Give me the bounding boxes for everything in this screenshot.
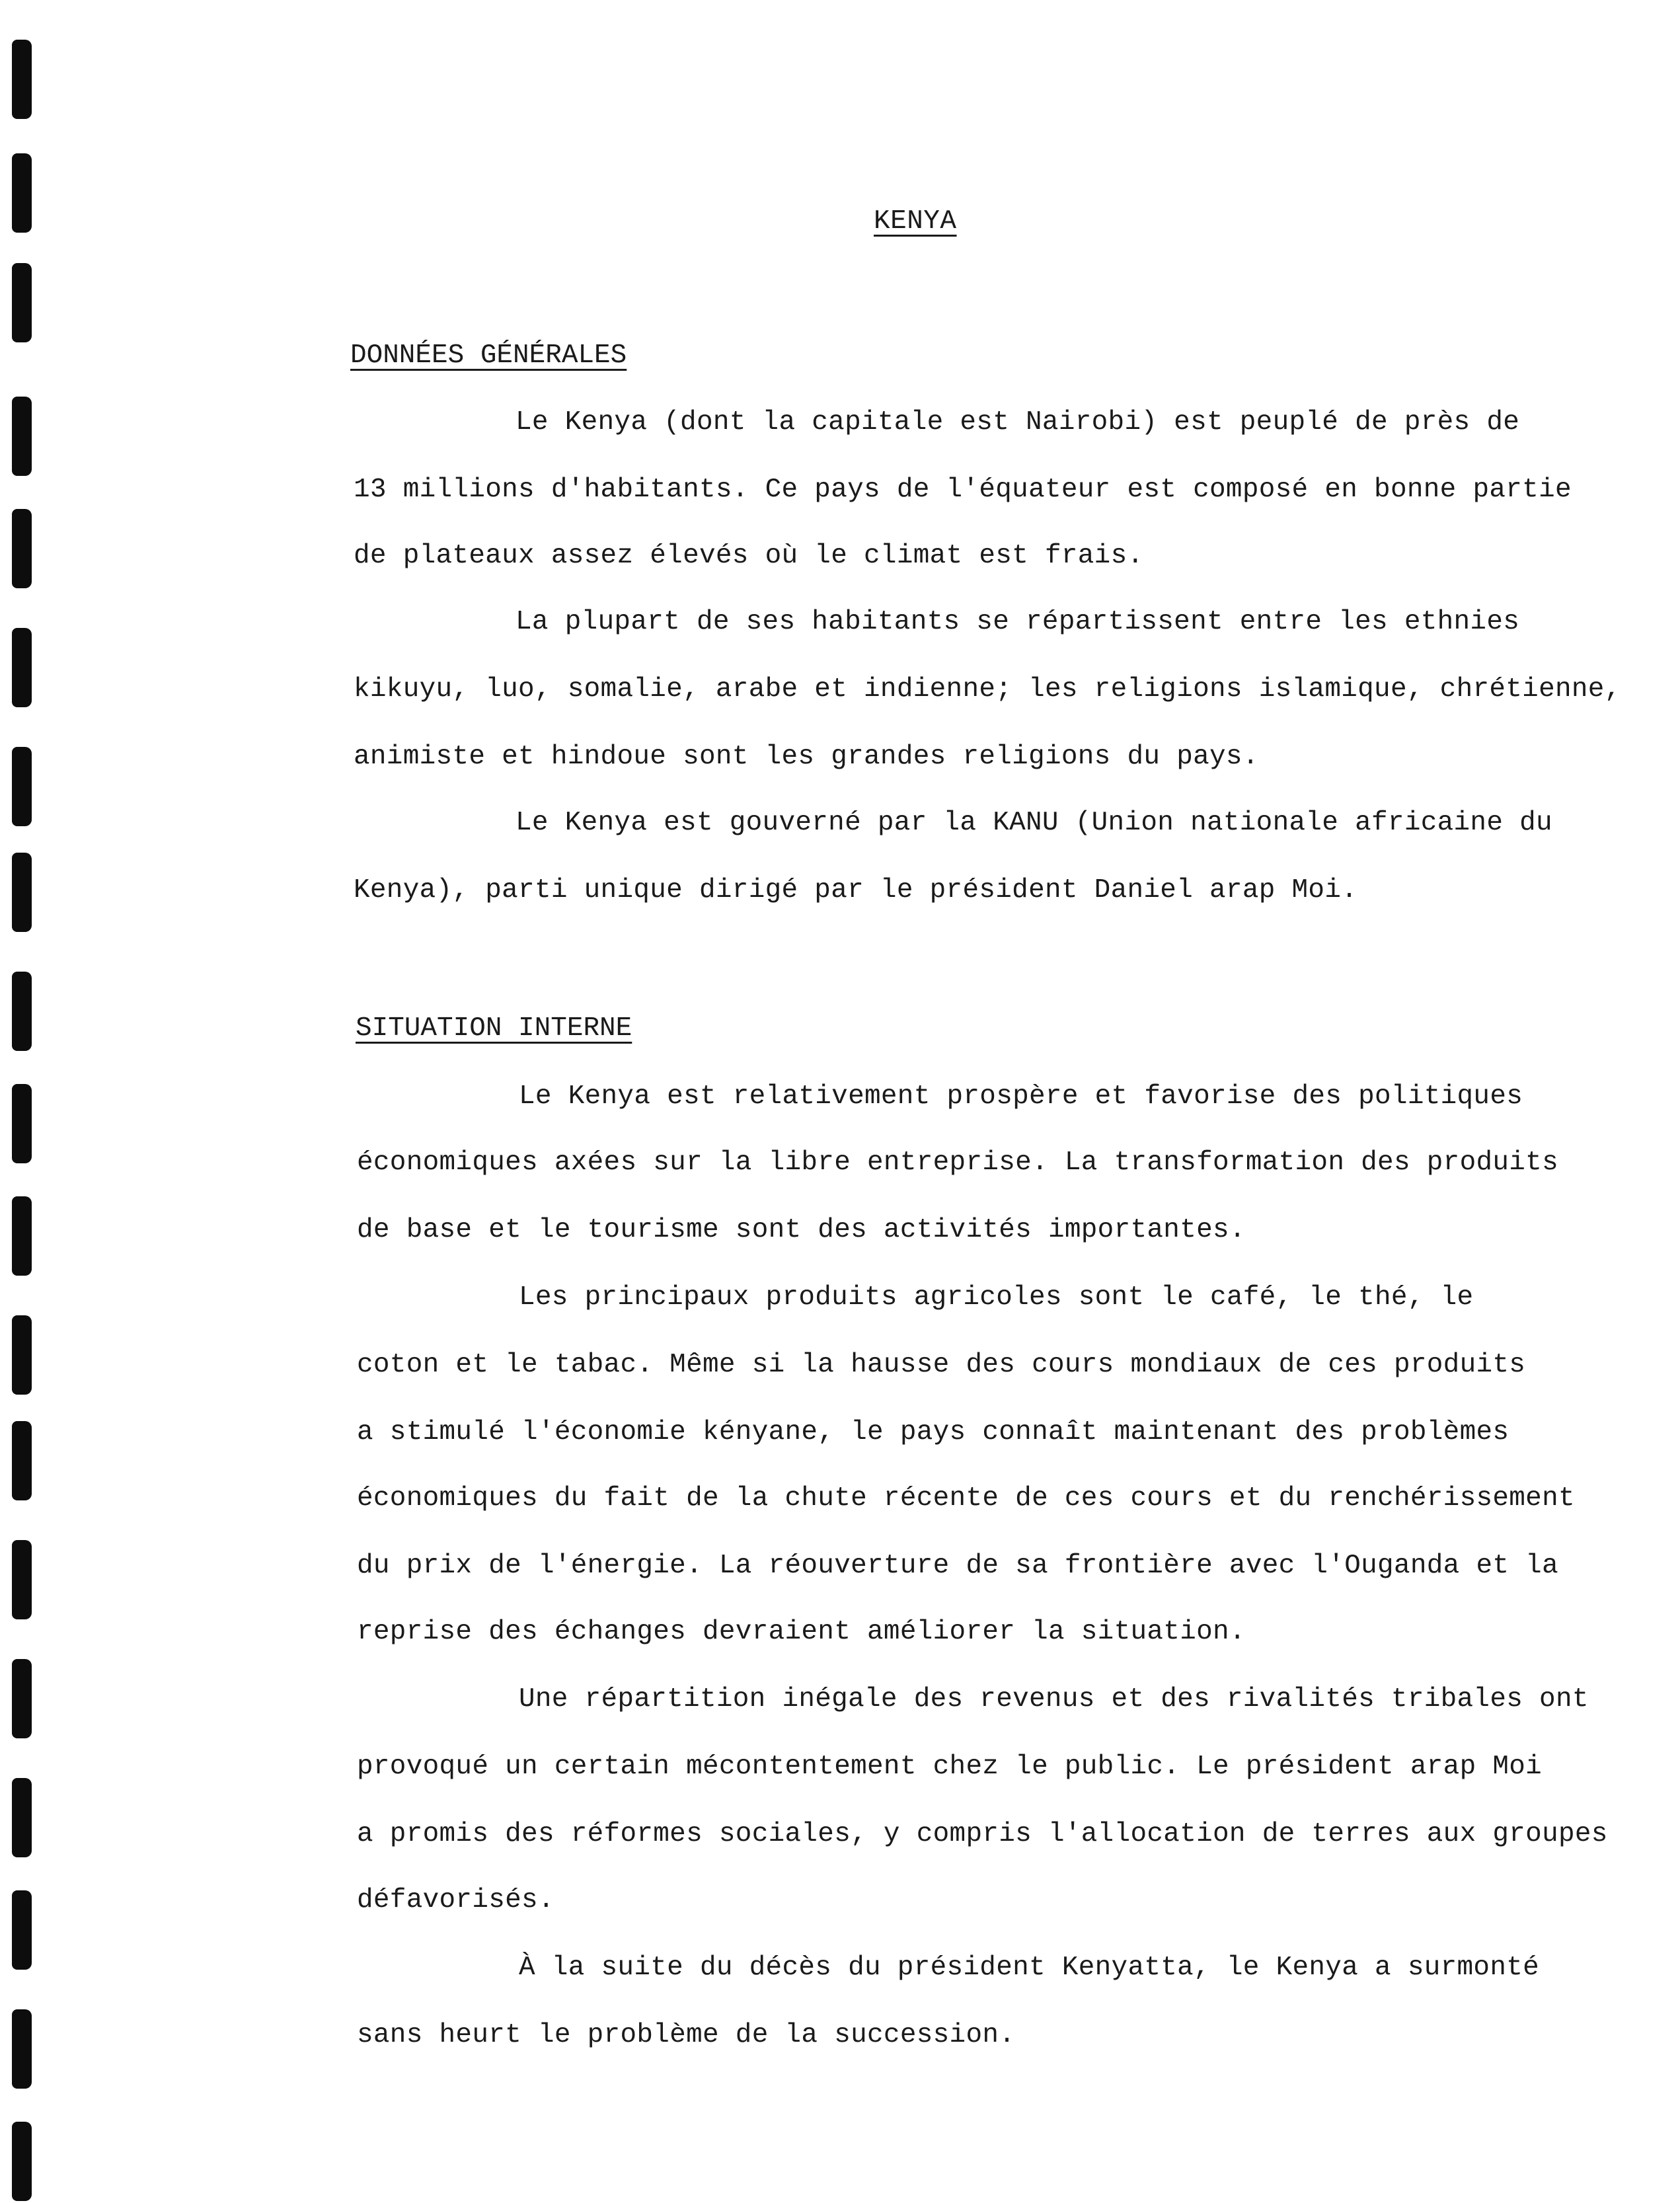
binding-hole — [12, 263, 32, 342]
binding-hole — [12, 1890, 32, 1970]
binding-holes — [12, 0, 38, 2203]
text-line: économiques axées sur la libre entreprise. La transformation des produits — [357, 1147, 1558, 1178]
text-line: Kenya), parti unique dirigé par le président Daniel arap Moi. — [354, 875, 1358, 906]
binding-hole — [12, 628, 32, 707]
text-line: Une répartition inégale des revenus et des rivalités tribales ont — [519, 1684, 1589, 1715]
text-line: du prix de l'énergie. La réouverture de sa frontière avec l'Ouganda et la — [357, 1551, 1558, 1581]
binding-hole — [12, 1196, 32, 1276]
text-line: kikuyu, luo, somalie, arabe et indienne; les religions islamique, chrétienne, — [354, 674, 1621, 705]
binding-hole — [12, 1659, 32, 1738]
text-line: défavorisés. — [357, 1885, 554, 1915]
text-line: provoqué un certain mécontentement chez le public. Le président arap Moi — [357, 1752, 1543, 1782]
document-title: KENYA — [874, 206, 957, 237]
binding-hole — [12, 1315, 32, 1395]
text-line: sans heurt le problème de la succession. — [357, 2020, 1016, 2050]
text-line: La plupart de ses habitants se répartissent entre les ethnies — [515, 607, 1520, 637]
binding-hole — [12, 1540, 32, 1619]
binding-hole — [12, 40, 32, 119]
binding-hole — [12, 972, 32, 1051]
text-line: Le Kenya est relativement prospère et favorise des politiques — [519, 1081, 1523, 1112]
section-heading-donnees-generales: DONNÉES GÉNÉRALES — [350, 340, 627, 371]
binding-hole — [12, 1778, 32, 1857]
text-line: Les principaux produits agricoles sont le café, le thé, le — [519, 1282, 1474, 1313]
binding-hole — [12, 509, 32, 588]
text-line: À la suite du décès du président Kenyatta, le Kenya a surmonté — [519, 1952, 1540, 1983]
text-line: reprise des échanges devraient améliorer la situation. — [357, 1617, 1246, 1647]
binding-hole — [12, 1421, 32, 1500]
text-line: 13 millions d'habitants. Ce pays de l'équateur est composé en bonne partie — [354, 475, 1572, 505]
text-line: Le Kenya est gouverné par la KANU (Union nationale africaine du — [515, 808, 1552, 838]
text-line: animiste et hindoue sont les grandes religions du pays. — [354, 742, 1259, 772]
binding-hole — [12, 153, 32, 233]
binding-hole — [12, 397, 32, 476]
text-line: a stimulé l'économie kényane, le pays connaît maintenant des problèmes — [357, 1417, 1509, 1448]
text-line: coton et le tabac. Même si la hausse des cours mondiaux de ces produits — [357, 1350, 1526, 1380]
text-line: Le Kenya (dont la capitale est Nairobi) est peuplé de près de — [515, 407, 1520, 438]
text-line: de base et le tourisme sont des activités importantes. — [357, 1215, 1246, 1245]
text-line: économiques du fait de la chute récente de ces cours et du renchérissement — [357, 1483, 1575, 1514]
binding-hole — [12, 853, 32, 932]
binding-hole — [12, 2122, 32, 2201]
binding-hole — [12, 1084, 32, 1163]
text-line: a promis des réformes sociales, y compris l'allocation de terres aux groupes — [357, 1819, 1608, 1849]
text-line: de plateaux assez élevés où le climat est frais. — [354, 541, 1144, 571]
binding-hole — [12, 747, 32, 826]
binding-hole — [12, 2009, 32, 2089]
section-heading-situation-interne: SITUATION INTERNE — [356, 1013, 632, 1044]
